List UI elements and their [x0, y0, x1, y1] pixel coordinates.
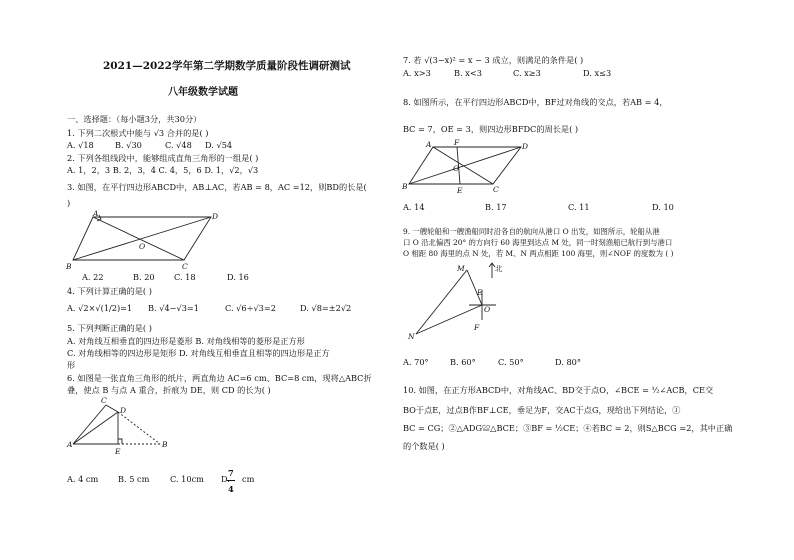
- q1-option-c: C. √48: [165, 140, 192, 150]
- q6-unit: cm: [242, 474, 255, 484]
- q8-parallelogram-figure: [402, 138, 528, 196]
- q6-label-d: D: [120, 406, 127, 415]
- q8-diagonal-ac: [433, 147, 493, 184]
- q4-option-b: B. √4−√3=1: [148, 303, 200, 313]
- q3-diagonal-ac: [93, 217, 184, 260]
- q4-option-a: A. √2×√(1/2)=1: [67, 303, 133, 313]
- q6-label-a: A: [67, 440, 73, 449]
- q9-line-1: 9. 一艘轮船和一艘渔船同时沿各自的航向从港口 O 出发，如图所示，轮船从港: [403, 227, 660, 236]
- q3-label-o: O: [139, 242, 146, 251]
- q6-option-b: B. 5 cm: [118, 474, 150, 484]
- q8-option-d: D. 10: [652, 202, 674, 212]
- q9-option-c: C. 50°: [498, 357, 524, 367]
- q8-option-a: A. 14: [403, 202, 425, 212]
- q9-label-e: E: [477, 288, 483, 297]
- q6-fraction-denominator: 4: [228, 484, 234, 494]
- q3-option-a: A. 22: [82, 272, 104, 282]
- q9-option-d: D. 80°: [555, 357, 581, 367]
- q6-option-a: A. 4 cm: [67, 474, 99, 484]
- q6-label-e: E: [115, 447, 121, 456]
- q3-label-a: A: [93, 209, 99, 218]
- q9-option-a: A. 70°: [403, 357, 429, 367]
- q7-option-d: D. x≤3: [583, 68, 612, 78]
- q8-label-o: O: [453, 164, 460, 173]
- q9-line-2: 口 O 沿北偏西 20° 的方向行 60 海里到达点 M 处，同一时刻渔船已航行到与港口: [403, 238, 673, 247]
- q9-line-3: O 相距 80 海里的点 N 处，若 M、N 两点相距 100 海里，则∠NOF 的度数为 ( ): [403, 249, 674, 258]
- q8-option-b: B. 17: [485, 202, 507, 212]
- exam-title: 2021—2022学年第二学期数学质量阶段性调研测试: [103, 60, 351, 72]
- q7-option-b: B. x<3: [454, 68, 482, 78]
- q10-line-4: 的个数是( ): [403, 441, 445, 451]
- q9-segment-nm: [416, 270, 467, 334]
- q6-stem: 6. 如图是一张直角三角形的纸片，两直角边 AC=6 cm、BC=8 cm，现将△ABC折: [67, 373, 372, 383]
- q4-stem: 4. 下列计算正确的是( ): [67, 286, 152, 296]
- q6-option-d: D.: [221, 474, 230, 484]
- q5-line-3: 形: [67, 360, 76, 370]
- q1-option-a: A. √18: [67, 140, 94, 150]
- q6-stem-2: 叠，使点 B 与点 A 重合，折痕为 DE，则 CD 的长为( ): [67, 385, 271, 395]
- q9-label-m: M: [457, 264, 465, 273]
- q6-option-c: C. 10cm: [170, 474, 204, 484]
- q3-parallelogram-figure: [66, 208, 219, 274]
- q8-stem-2: BC = 7，OE = 3，则四边形BFDC的周长是( ): [403, 124, 579, 134]
- q8-option-c: C. 11: [568, 202, 590, 212]
- q6-dashed-db: [118, 412, 160, 444]
- q4-option-c: C. √6÷√3=2: [225, 303, 276, 313]
- q2-stem: 2. 下列各组线段中，能够组成直角三角形的一组是( ): [67, 153, 259, 163]
- q3-label-b: B: [66, 262, 72, 271]
- q3-stem: 3. 如图，在平行四边形ABCD中，AB⊥AC，若AB = 8，AC =12，则BD的长是(: [67, 182, 367, 192]
- q6-triangle-figure: [66, 394, 170, 458]
- q8-stem: 8. 如图所示，在平行四边形ABCD中，BF过对角线的交点，若AB = 4，: [403, 97, 668, 107]
- q3-label-c: C: [182, 262, 188, 271]
- q6-label-c: C: [101, 396, 107, 405]
- q8-diagonal-bd: [409, 147, 521, 184]
- q10-line-3: BC = CG；②△ADG≌△BCE；③BF = ½CE；④若BC = 2，则S△BCG =2，其中正确: [403, 423, 733, 433]
- q8-label-a: A: [426, 140, 432, 149]
- q9-label-n: N: [408, 332, 415, 341]
- q9-label-f: F: [474, 323, 480, 332]
- q3-stem-end: ): [67, 198, 71, 208]
- q7-stem: 7. 若 √(3−x)² = x − 3 成立，则满足的条件是( ): [403, 55, 584, 65]
- q1-option-d: D. √54: [205, 140, 233, 150]
- q6-right-angle-mark: [118, 439, 122, 444]
- q1-option-b: B. √30: [115, 140, 142, 150]
- q3-label-d: D: [212, 212, 219, 221]
- q8-label-e: E: [457, 186, 463, 195]
- q9-label-north: 北: [495, 264, 503, 273]
- exam-subtitle: 八年级数学试题: [168, 87, 238, 98]
- q10-line-1: 10. 如图，在正方形ABCD中，对角线AC、BD交于点O，∠BCE = ½∠ACB，CE交: [403, 385, 714, 395]
- q5-line-2: C. 对角线相等的四边形是矩形 D. 对角线互相垂直且相等的四边形是正方: [67, 348, 330, 358]
- q5-line-1: A. 对角线互相垂直的四边形是菱形 B. 对角线相等的菱形是正方形: [67, 336, 305, 346]
- q8-label-c: C: [493, 185, 499, 194]
- q3-option-b: B. 20: [133, 272, 155, 282]
- q5-stem: 5. 下列判断正确的是( ): [67, 323, 152, 333]
- q3-option-d: D. 16: [227, 272, 249, 282]
- q9-label-o: O: [484, 305, 491, 314]
- q9-option-b: B. 60°: [450, 357, 476, 367]
- q6-side-cd: [106, 405, 118, 412]
- q7-option-a: A. x>3: [403, 68, 431, 78]
- q4-option-d: D. √8=±2√2: [300, 303, 352, 313]
- q3-diagonal-bd: [73, 217, 211, 260]
- q6-fraction-bar: [227, 480, 235, 481]
- q6-fraction-numerator: 7: [228, 468, 234, 478]
- q3-option-c: C. 18: [174, 272, 196, 282]
- q7-option-c: C. x≥3: [513, 68, 541, 78]
- q2-options: A. 1，2，3 B. 2，3，4 C. 4，5，6 D. 1，√2，√3: [67, 165, 259, 175]
- q9-navigation-figure: [396, 260, 512, 342]
- q10-line-2: BO于点E，过点B作BF⊥CE，垂足为F，交AC于点G，现给出下列结论，①: [403, 405, 681, 415]
- section-heading: 一、选择题：（每小题3分，共30分）: [67, 114, 202, 124]
- q8-label-f: F: [454, 138, 460, 147]
- q8-label-b: B: [402, 182, 408, 191]
- q9-segment-no: [416, 305, 482, 334]
- q6-label-b: B: [162, 440, 168, 449]
- q8-label-d: D: [522, 142, 529, 151]
- q1-stem: 1. 下列二次根式中能与 √3 合并的是( ): [67, 128, 209, 138]
